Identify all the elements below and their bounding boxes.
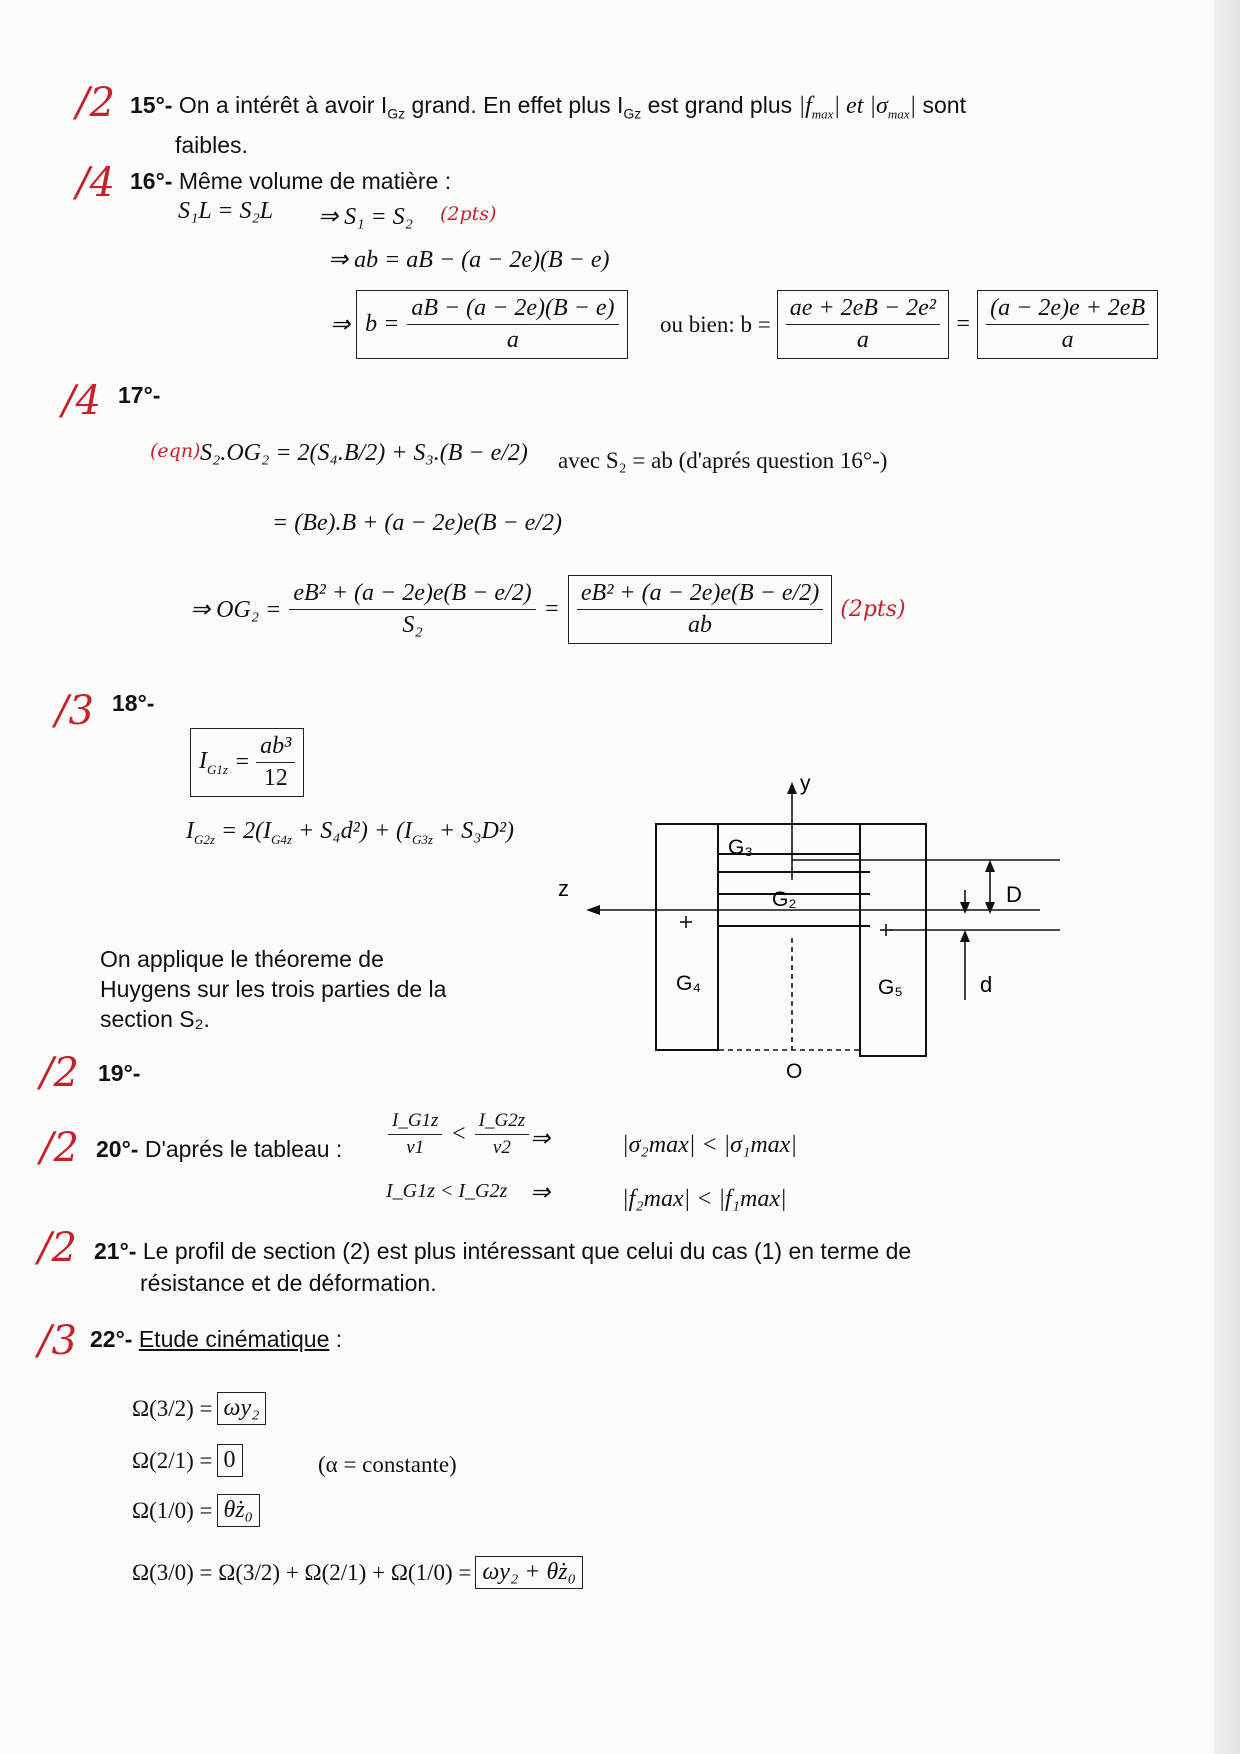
q15-line1: [130, 92, 966, 123]
q22-w32-lhs: Ω(3/2) =: [132, 1395, 213, 1421]
q22-w30: [132, 1556, 583, 1589]
q20-lt: <: [450, 1121, 467, 1147]
q18-text-line2: Huygens sur les trois parties de la: [100, 976, 447, 1002]
q15-sub2: Gz: [623, 105, 642, 122]
q15-math3: |: [909, 93, 917, 119]
q20-result2: |f₂max| < |f₁max|: [622, 1186, 787, 1212]
q16-alt2-num: (a − 2e)e + 2eB: [986, 295, 1149, 325]
q17-og2-lhs: ⇒ OG₂ =: [190, 597, 282, 623]
diagram-z-arrow: [586, 905, 600, 915]
q17-og2-boxed: [568, 575, 832, 644]
q18-ig1z-box: [190, 728, 304, 797]
q15-text3: est grand plus: [641, 92, 799, 118]
q18-i-symbol: I: [199, 747, 207, 774]
q22-w32-rhs: ωy₂: [217, 1392, 267, 1425]
q18-i-sub: G1z: [207, 761, 228, 777]
diagram-g4-rect: [656, 824, 718, 1050]
q16-boxed-b: [356, 290, 627, 359]
q16-number: 16°-: [130, 168, 173, 194]
q18-ig1z-fraction: [256, 733, 295, 792]
q17-og2-num: eB² + (a − 2e)e(B − e/2): [289, 580, 535, 610]
q20-text: D'aprés le tableau :: [144, 1136, 343, 1162]
q16-eq3: [330, 290, 628, 359]
q21-line2: résistance et de déformation.: [140, 1270, 437, 1296]
q18-text-line1: On applique le théoreme de: [100, 946, 384, 972]
q18-eq2-rest2: + S₄d²) + (I: [292, 818, 412, 844]
q22-number: 22°-: [90, 1326, 133, 1352]
q20-frac1-den: v1: [406, 1137, 425, 1158]
q15-math-sub1: max: [811, 106, 834, 122]
q22-title-row: [90, 1326, 342, 1353]
q18-eq2-i: I: [186, 818, 194, 844]
q15-text4: sont: [916, 92, 966, 118]
q18-eq-sign: =: [233, 749, 251, 775]
q18-ig1z-den: 12: [263, 765, 288, 791]
q20-frac1-num: I_G1z: [388, 1110, 442, 1135]
diagram-D-arrow-top: [985, 860, 995, 872]
q16-eq2: ⇒ ab = aB − (a − 2e)(B − e): [328, 247, 610, 273]
q17-eq2: = (Be).B + (a − 2e)e(B − e/2): [272, 510, 562, 536]
grade-q18: /3: [55, 688, 94, 734]
q16-pts-note: (2pts): [440, 203, 497, 225]
q16-b-fraction: [407, 295, 618, 354]
q17-og2-box-den: ab: [688, 612, 713, 638]
diagram-d-label: d: [980, 972, 993, 997]
q22-w21-note: (α = constante): [318, 1452, 457, 1477]
q18-number: 18°-: [112, 690, 155, 716]
q17-avec: avec S₂ = ab (d'aprés question 16°-): [558, 448, 888, 473]
q17-og2-box-num: eB² + (a − 2e)e(B − e/2): [577, 580, 823, 610]
q18-eq2-rest: = 2(I: [214, 818, 272, 844]
q22-colon: :: [329, 1326, 343, 1352]
q16-title-row: [130, 168, 451, 195]
q17-eq3: [190, 575, 906, 644]
q17-number: 17°-: [118, 382, 161, 408]
q20-arrow2: ⇒: [530, 1180, 551, 1206]
diagram-g2-label: G₂: [772, 888, 797, 911]
q18-eq2: [186, 818, 514, 848]
q22-w21-rhs: 0: [217, 1444, 243, 1477]
q16-alt-label: ou bien: b =: [660, 311, 771, 337]
q17-eqn-note: (eqn): [150, 440, 201, 462]
grade-q21: /2: [38, 1225, 77, 1271]
grade-q20: /2: [40, 1125, 79, 1171]
grade-q15: /2: [76, 80, 115, 126]
q18-text: [100, 944, 446, 1034]
q17-pts-note: (2pts): [840, 597, 906, 622]
q15-line2: faibles.: [175, 132, 248, 158]
q20-number: 20°-: [96, 1136, 139, 1162]
q16-alt-box1: [777, 290, 949, 359]
diagram-y-arrow: [787, 782, 797, 794]
q15-sub1: Gz: [387, 105, 406, 122]
q22-w30-lhs: Ω(3/0) = Ω(3/2) + Ω(2/1) + Ω(1/0) =: [132, 1559, 472, 1585]
q17-eq-sign: =: [543, 596, 560, 622]
q22-w21: [132, 1444, 243, 1477]
q20-line2: I_G1z < I_G2z: [386, 1180, 508, 1202]
q18-eq2-sub3: G3z: [412, 831, 433, 847]
diagram-d-arrow-bottom: [960, 930, 970, 942]
q21-number: 21°-: [94, 1238, 137, 1264]
q16-alt-box2: [977, 290, 1158, 359]
q16-eq1: S₁L = S₂L: [178, 198, 274, 224]
q22-w10: [132, 1494, 260, 1527]
q17-eq1: S₂.OG₂ = 2(S₄.B/2) + S₃.(B − e/2): [200, 440, 528, 466]
diagram-D-label: D: [1006, 882, 1022, 907]
grade-q17: /4: [62, 378, 101, 424]
diagram-d-arrow-top: [960, 902, 970, 914]
q17-og2-fraction: [289, 580, 535, 639]
grade-q19: /2: [40, 1050, 79, 1096]
q22-w21-lhs: Ω(2/1) =: [132, 1447, 213, 1473]
grade-q22: /3: [38, 1318, 77, 1364]
q15-math1: |f: [798, 93, 812, 119]
q20-frac1: [388, 1110, 442, 1159]
q16-alt: [660, 290, 1158, 359]
page-edge: [1214, 0, 1240, 1754]
q18-ig1z-num: ab³: [256, 733, 295, 763]
q20-frac2-num: I_G2z: [475, 1110, 529, 1135]
diagram-g3-label: G₃: [728, 836, 753, 859]
q20-frac2: [475, 1110, 529, 1159]
grade-q16: /4: [76, 160, 115, 206]
q22-w32: [132, 1392, 266, 1425]
q18-text-line3: section S₂.: [100, 1006, 210, 1032]
q16-alt1-den: a: [856, 327, 869, 353]
q18-eq2-sub2: G4z: [271, 831, 293, 847]
q18-boxed-ig1z: [190, 728, 304, 797]
diagram-D-arrow-bottom: [985, 902, 995, 914]
q20-arrow1: ⇒: [530, 1126, 551, 1152]
q16-implies: ⇒: [330, 312, 351, 338]
q17-og2-den: S₂: [402, 612, 423, 638]
diagram-g5-label: G₅: [878, 976, 903, 999]
q15-text2: grand. En effet plus I: [405, 92, 624, 118]
q16-alt1-num: ae + 2eB − 2e²: [786, 295, 940, 325]
diagram-g4-label: G₄: [676, 972, 701, 995]
q20-result1: |σ₂max| < |σ₁max|: [622, 1132, 797, 1158]
q22-w10-rhs: θ̇z₀: [217, 1494, 260, 1527]
q16-b-den: a: [506, 327, 519, 353]
q15-number: 15°-: [130, 92, 173, 118]
q22-w10-lhs: Ω(1/0) =: [132, 1497, 213, 1523]
q15-math-sub2: max: [887, 106, 910, 122]
q18-eq2-rest3: + S₃D²): [432, 818, 515, 844]
q20-label: [96, 1136, 342, 1163]
q21-line1: [94, 1238, 911, 1265]
q16-alt2-den: a: [1061, 327, 1074, 353]
q20-frac2-den: v2: [492, 1137, 511, 1158]
q16-alt-eq: =: [954, 311, 972, 337]
diagram-y-label: y: [800, 772, 811, 795]
q18-ig1z-lhs: [199, 748, 228, 778]
q15-text1: On a intérêt à avoir I: [178, 92, 388, 118]
q16-title: Même volume de matière :: [178, 168, 452, 194]
q16-b-num: aB − (a − 2e)(B − e): [407, 295, 618, 325]
diagram-z-label: z: [558, 876, 569, 901]
diagram-o-label: O: [786, 1060, 803, 1083]
section-diagram: [558, 760, 1080, 1083]
diagram-g5-rect: [860, 824, 926, 1056]
q18-eq2-sub: G2z: [194, 831, 215, 847]
q16-eq1b: ⇒ S₁ = S₂: [318, 204, 413, 230]
q20-fraction-row: [388, 1110, 529, 1159]
q21-text1: Le profil de section (2) est plus intéressant que celui du cas (1) en terme de: [142, 1238, 912, 1264]
q15-math2: | et |σ: [833, 93, 888, 119]
q22-title: Etude cinématique: [138, 1326, 330, 1352]
q16-b-lhs: b =: [365, 311, 400, 337]
q19-number: 19°-: [98, 1060, 141, 1086]
q22-w30-rhs: ωy₂ + θ̇z₀: [475, 1556, 583, 1589]
